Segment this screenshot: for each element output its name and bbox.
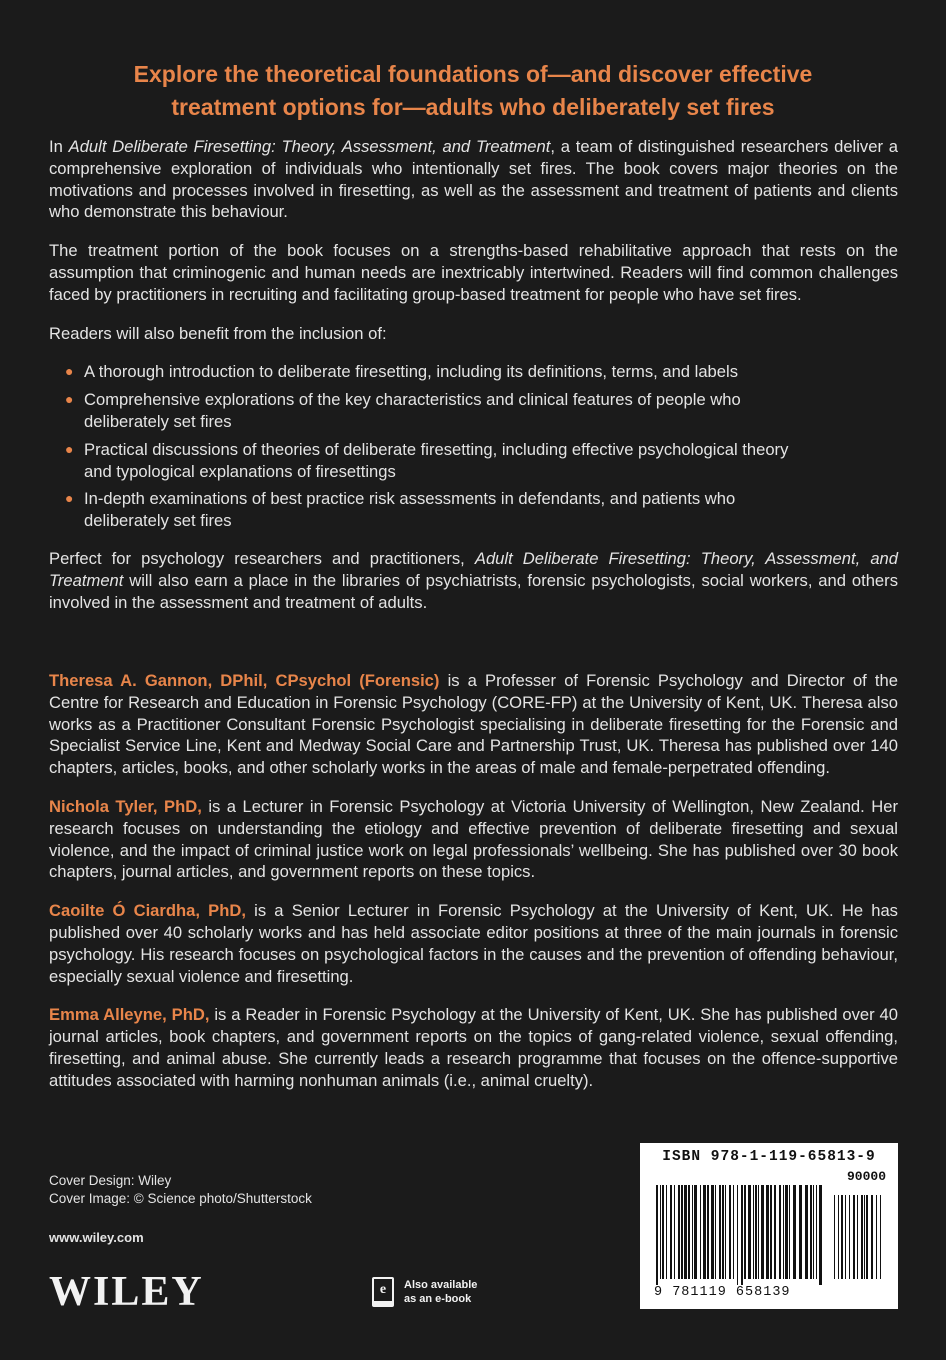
ebook-text-line-2: as an e-book [404, 1293, 472, 1305]
list-item: ● Comprehensive explorations of the key characteristics and clinical features of people who deliberately set fires [65, 390, 741, 431]
author-name: Emma Alleyne, PhD, [49, 1005, 210, 1025]
publisher-url[interactable]: www.wiley.com [49, 1230, 144, 1245]
list-item: ● A thorough introduction to deliberate firesetting, including its definitions, terms, and labels [65, 362, 738, 382]
ebook-text-line-1: Also available [404, 1279, 478, 1291]
intro-paragraph-2: The treatment portion of the book focuses on a strengths-based rehabilitative approach that rests on the assumption that criminogenic and human needs are inextricably intertwined. Readers will find common challenges faced by practitioners in recruiting and facilitating group-based treatment for people who have set fires. [49, 241, 898, 304]
description [49, 136, 898, 630]
headline-line-1: Explore the theoretical foundations of—and discover effective [133, 61, 813, 87]
headline [60, 58, 886, 124]
bullet-icon: ● [65, 440, 74, 457]
barcode-icon [654, 1185, 884, 1285]
author-name: Nichola Tyler, PhD, [49, 796, 202, 816]
bullet-icon: ● [65, 363, 74, 380]
wiley-logo: WILEY [49, 1269, 204, 1315]
ebook-notice [372, 1277, 477, 1307]
ebook-icon: e [372, 1277, 394, 1307]
list-item: ● Practical discussions of theories of deliberate firesetting, including effective psychological theory and typological explanations of firesettings [65, 439, 789, 481]
author-bios [49, 670, 898, 1109]
headline-line-2: treatment options for—adults who deliberately set fires [171, 94, 775, 120]
barcode-digits: 9 781119 658139 [654, 1285, 791, 1300]
author-bio: Theresa A. Gannon, DPhil, CPsychol (Forensic) is a Professer of Forensic Psychology and Director of the Centre for Research and Education in Forensic Psychology (CORE-FP) at the University of Kent, UK. Theresa also works as a Practitioner Consultant Forensic Psychologist specialising in deliberate firesetting for the Forensic and Specialist Service Line, Kent and Medway Social Care and Partnership Trust, UK. Theresa has published over 140 chapters, articles, books, and other scholarly works in the areas of male and female-perpetrated offending. [49, 671, 898, 778]
book-title: Adult Deliberate Firesetting: Theory, Assessment, and Treatment [49, 548, 899, 590]
isbn-barcode [640, 1143, 898, 1309]
intro-paragraph-1: In Adult Deliberate Firesetting: Theory, Assessment, and Treatment, a team of distinguished researchers deliver a comprehensive exploration of individuals who intentionally set fires. The book covers major theories on the motivations and processes involved in firesetting, as well as the assessment and treatment of patients and clients who demonstrate this behaviour. [49, 137, 898, 222]
cover-credits [49, 1172, 312, 1208]
author-bio: Emma Alleyne, PhD, is a Reader in Forensic Psychology at the University of Kent, UK. She has published over 40 journal articles, book chapters, and government reports on the topics of gang-related violence, sexual offending, firesetting, and animal abuse. She currently leads a research programme that focuses on the offence-supportive attitudes associated with harming nonhuman animals (i.e., animal cruelty). [49, 1005, 898, 1090]
closing-paragraph: Perfect for psychology researchers and practitioners, Adult Deliberate Firesetting: Theory, Assessment, and Treatment will also earn a place in the libraries of psychiatrists, forensic psychologists, social workers, and others involved in the assessment and treatment of adults. [49, 548, 899, 612]
intro-paragraph-3: Readers will also benefit from the inclusion of: [49, 323, 387, 343]
author-name: Caoilte Ó Ciardha, PhD, [49, 901, 246, 921]
book-title: Adult Deliberate Firesetting: Theory, Assessment, and Treatment [68, 137, 551, 156]
cover-image-credit: Cover Image: © Science photo/Shutterstock [49, 1191, 312, 1206]
cover-design-credit: Cover Design: Wiley [49, 1173, 172, 1188]
author-name: Theresa A. Gannon, DPhil, CPsychol (Forensic) [49, 671, 440, 690]
bullet-icon: ● [65, 490, 74, 507]
benefit-list [49, 361, 898, 532]
author-bio: Caoilte Ó Ciardha, PhD, is a Senior Lecturer in Forensic Psychology at the University of Kent, UK. He has published over 40 scholarly works and has held associate editor positions at three of the main journals in forensic psychology. His research focuses on psychological factors in the causes and the prevention of offending behaviour, especially sexual violence and firesetting. [49, 901, 898, 986]
price-addon-code: 90000 [847, 1169, 887, 1184]
author-bio: Nichola Tyler, PhD, is a Lecturer in Forensic Psychology at Victoria University of Wellington, New Zealand. Her research focuses on understanding the etiology and effective prevention of deliberate firesetting and sexual violence, and the impact of criminal justice work on legal professionals’ wellbeing. She has published over 30 book chapters, journal articles, and government reports on these topics. [49, 796, 898, 882]
bullet-icon: ● [65, 391, 74, 408]
list-item: ● In-depth examinations of best practice risk assessments in defendants, and patients who deliberately set fires [65, 489, 736, 531]
isbn-number: ISBN 978-1-119-65813-9 [662, 1149, 876, 1165]
